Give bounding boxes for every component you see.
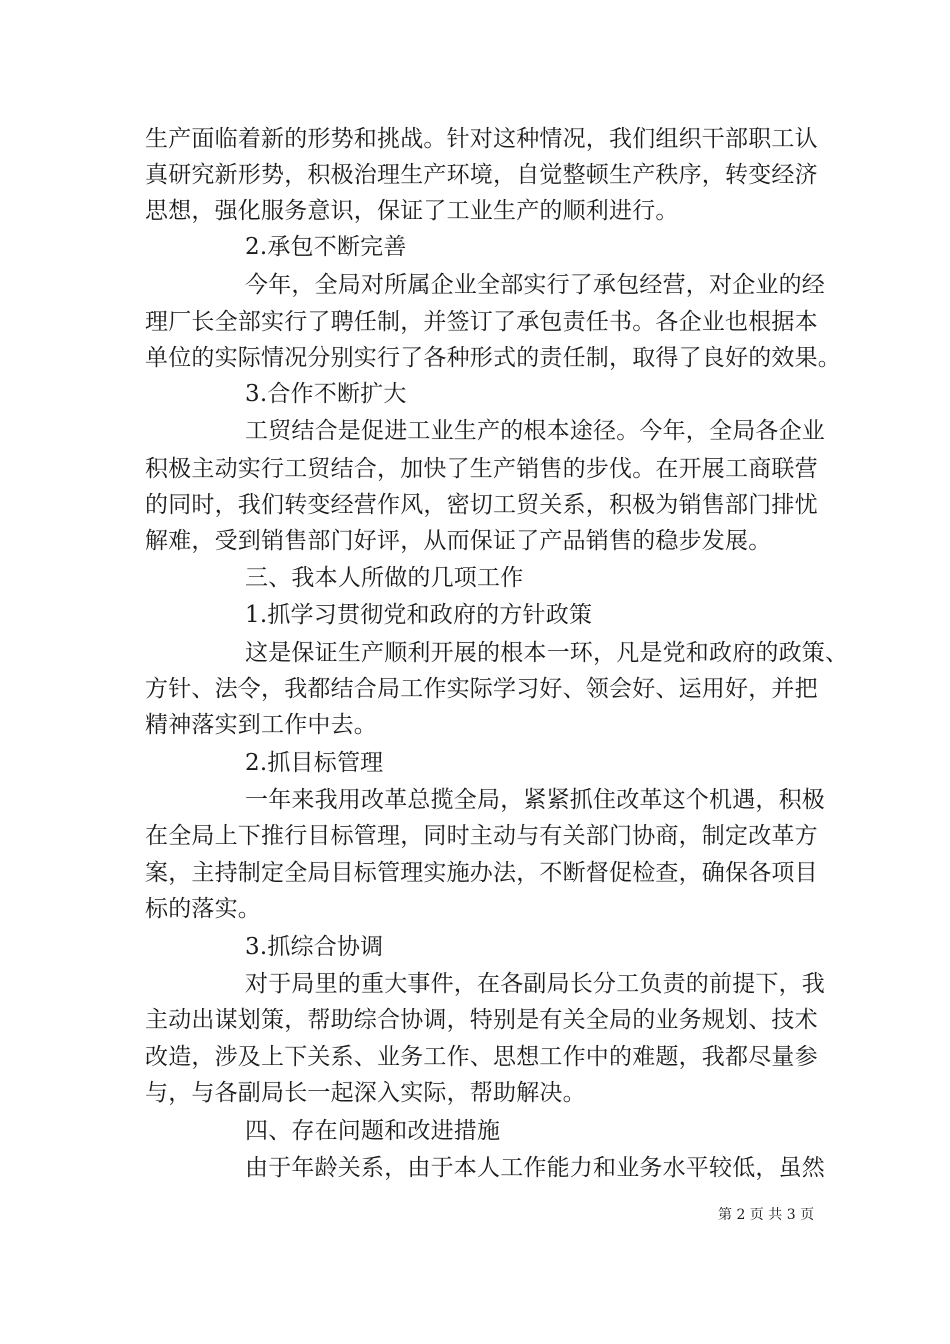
- text-line: 方针、法令，我都结合局工作实际学习好、领会好、运用好，并把: [145, 676, 818, 702]
- section-heading: 2.承包不断完善: [245, 234, 407, 260]
- text-line: 与，与各副局长一起深入实际，帮助解决。: [145, 1080, 586, 1106]
- text-line: 生产面临着新的形势和挑战。针对这种情况，我们组织干部职工认: [145, 126, 818, 152]
- text-line: 这是保证生产顺利开展的根本一环，凡是党和政府的政策、: [245, 640, 849, 666]
- text-line: 一年来我用改革总揽全局，紧紧抓住改革这个机遇，积极: [245, 787, 825, 813]
- text-line: 积极主动实行工贸结合，加快了生产销售的步伐。在开展工商联营: [145, 456, 818, 482]
- text-line: 由于年龄关系，由于本人工作能力和业务水平较低，虽然: [245, 1155, 825, 1181]
- section-heading: 1.抓学习贯彻党和政府的方针政策: [245, 602, 593, 628]
- text-line: 工贸结合是促进工业生产的根本途径。今年，全局各企业: [245, 418, 825, 444]
- text-line: 单位的实际情况分别实行了各种形式的责任制，取得了良好的效果。: [145, 345, 841, 371]
- text-line: 主动出谋划策，帮助综合协调，特别是有关全局的业务规划、技术: [145, 1007, 818, 1033]
- text-line: 今年，全局对所属企业全部实行了承包经营，对企业的经: [245, 272, 825, 298]
- section-heading: 3.合作不断扩大: [245, 381, 407, 407]
- section-heading: 四、存在问题和改进措施: [245, 1118, 501, 1144]
- text-line: 思想，强化服务意识，保证了工业生产的顺利进行。: [145, 198, 679, 224]
- text-line: 理厂长全部实行了聘任制，并签订了承包责任书。各企业也根据本: [145, 309, 818, 335]
- text-line: 改造，涉及上下关系、业务工作、思想工作中的难题，我都尽量参: [145, 1044, 818, 1070]
- section-heading: 三、我本人所做的几项工作: [245, 565, 524, 591]
- page-number: 第 2 页 共 3 页: [718, 1207, 815, 1223]
- text-line: 精神落实到工作中去。: [145, 712, 377, 738]
- text-line: 解难，受到销售部门好评，从而保证了产品销售的稳步发展。: [145, 528, 772, 554]
- text-line: 对于局里的重大事件，在各副局长分工负责的前提下，我: [245, 971, 825, 997]
- section-heading: 2.抓目标管理: [245, 750, 384, 776]
- text-line: 的同时，我们转变经营作风，密切工贸关系，积极为销售部门排忧: [145, 492, 818, 518]
- section-heading: 3.抓综合协调: [245, 934, 384, 960]
- text-line: 标的落实。: [145, 896, 261, 922]
- text-line: 案，主持制定全局目标管理实施办法，不断督促检查，确保各项目: [145, 860, 818, 886]
- text-line: 真研究新形势，积极治理生产环境，自觉整顿生产秩序，转变经济: [145, 162, 818, 188]
- text-line: 在全局上下推行目标管理，同时主动与有关部门协商，制定改革方: [145, 823, 818, 849]
